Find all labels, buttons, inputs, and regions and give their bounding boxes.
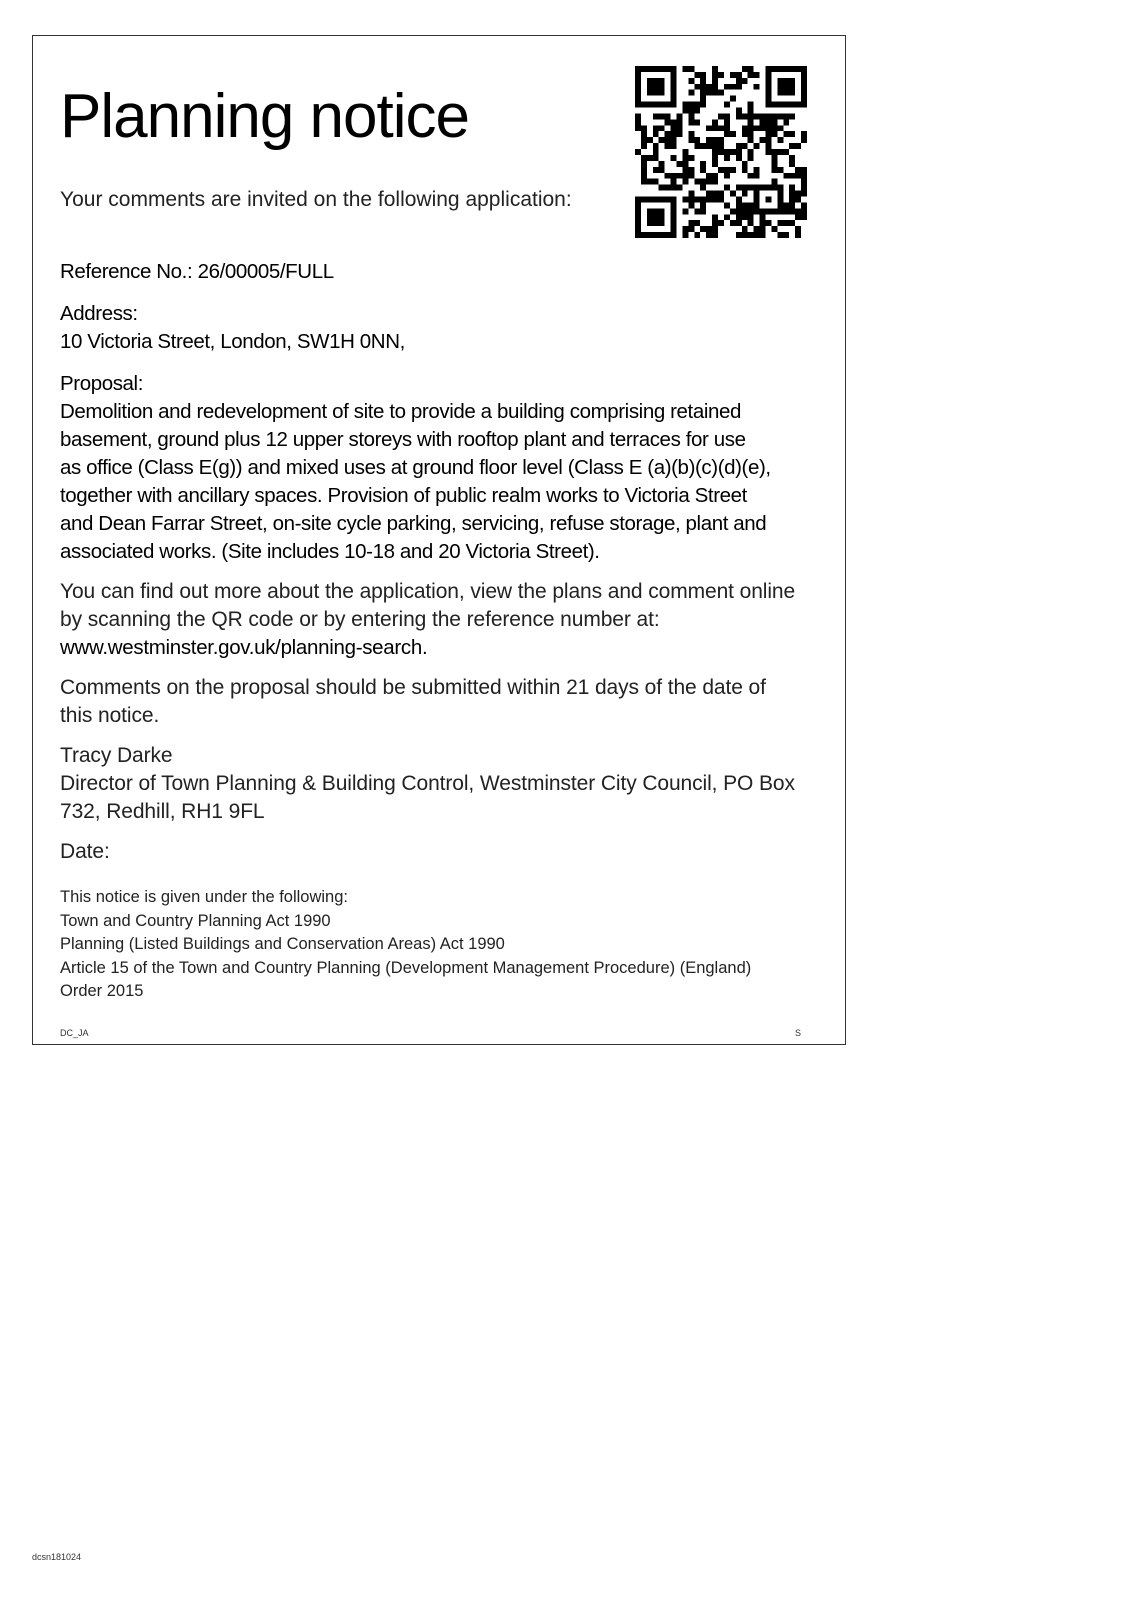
proposal-label: Proposal: [60,372,144,395]
proposal-line: and Dean Farrar Street, on-site cycle parking, servicing, refuse storage, plant and [60,512,767,535]
notice-body [60,258,810,1004]
page-title: Planning notice [60,82,469,151]
address-value: 10 Victoria Street, London, SW1H 0NN, [60,330,405,353]
legal-line: Town and Country Planning Act 1990 [60,911,331,930]
footer-code-left: DC_JA [60,1028,89,1038]
proposal-line: Demolition and redevelopment of site to provide a building comprising retained [60,400,742,423]
proposal-text [60,398,810,566]
signatory-name: Tracy Darke [60,744,173,767]
reference-number: Reference No.: 26/00005/FULL [60,260,334,283]
signatory-line: Director of Town Planning & Building Control, Westminster City Council, PO Box [60,772,795,795]
find-out-line: You can find out more about the application, view the plans and comment online [60,580,796,603]
legal-notes [60,886,810,1004]
qr-code-icon[interactable] [635,66,807,238]
footer-code-right: S [794,1028,801,1038]
planning-search-link[interactable]: www.westminster.gov.uk/planning-search. [60,636,428,659]
proposal-line: basement, ground plus 12 upper storeys with rooftop plant and terraces for use [60,428,746,451]
comments-line: Comments on the proposal should be submitted within 21 days of the date of [60,676,766,699]
proposal-line: associated works. (Site includes 10-18 and 20 Victoria Street). [60,540,600,563]
signatory-line: 732, Redhill, RH1 9FL [60,800,265,823]
legal-line: Order 2015 [60,982,144,1000]
find-out-line: by scanning the QR code or by entering the reference number at: [60,608,660,631]
proposal-line: together with ancillary spaces. Provision of public realm works to Victoria Street [60,484,747,507]
address-label: Address: [60,302,138,325]
legal-line: This notice is given under the following: [60,888,348,906]
comments-line: this notice. [60,704,160,727]
planning-notice [32,35,846,1045]
legal-line: Article 15 of the Town and Country Planning (Development Management Procedure) (England) [60,958,752,977]
proposal-line: as office (Class E(g)) and mixed uses at ground floor level (Class E (a)(b)(c)(d)(e), [60,456,771,479]
signatory [60,742,810,826]
intro-text: Your comments are invited on the following application: [60,188,572,211]
page-code: dcsn181024 [32,1552,82,1562]
legal-line: Planning (Listed Buildings and Conservation Areas) Act 1990 [60,935,505,953]
date-label: Date: [60,840,110,863]
comments-deadline [60,674,810,730]
find-out-more [60,578,810,662]
